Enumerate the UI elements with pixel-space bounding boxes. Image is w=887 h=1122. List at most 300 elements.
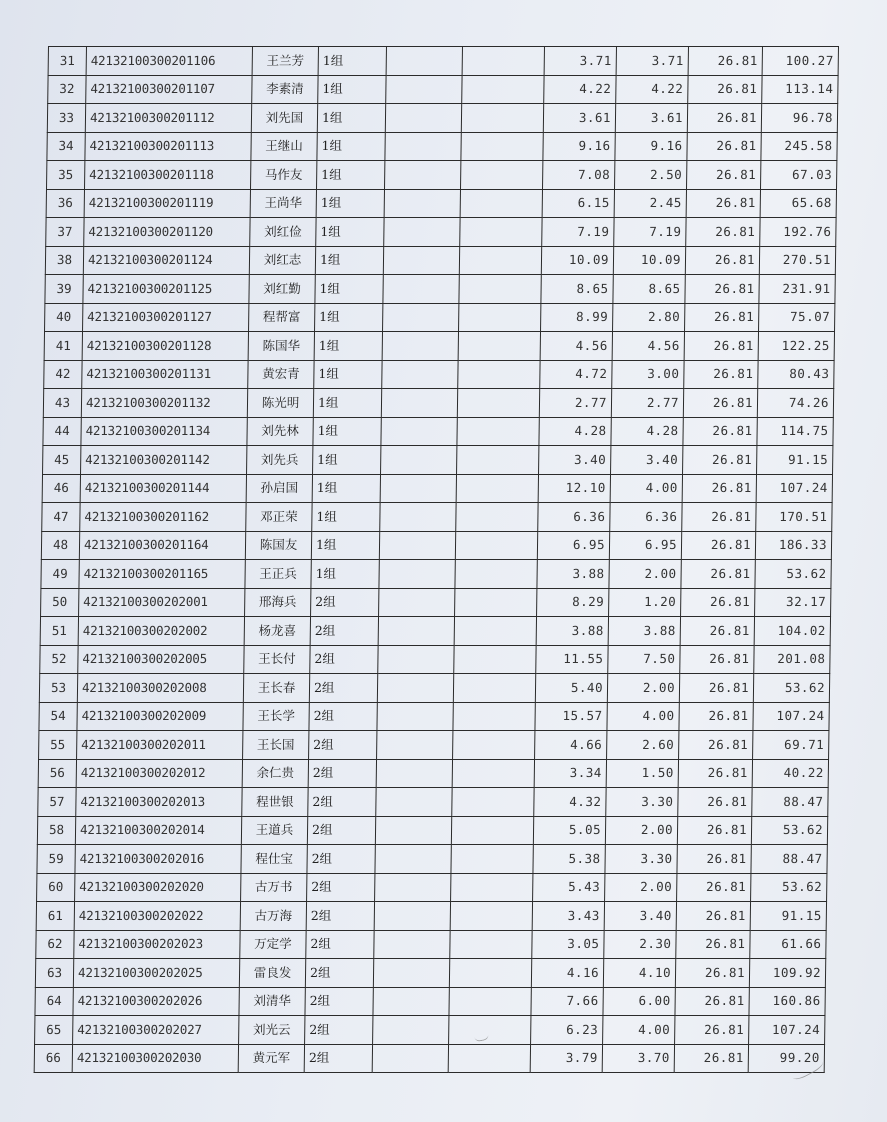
rate-value: 26.81 bbox=[686, 189, 760, 218]
household-name: 刘先兵 bbox=[247, 446, 313, 475]
amount-value: 107.24 bbox=[749, 1016, 825, 1045]
blank-cell bbox=[456, 474, 538, 503]
table-row bbox=[47, 132, 837, 161]
subsidized-area-value: 6.36 bbox=[610, 503, 682, 532]
household-code: 42132100300202016 bbox=[75, 845, 241, 874]
subsidized-area-value: 8.65 bbox=[613, 275, 685, 304]
household-name: 邓正荣 bbox=[246, 503, 312, 532]
subsidized-area-value: 6.95 bbox=[609, 531, 681, 560]
row-number: 35 bbox=[47, 161, 85, 190]
group-label: 2组 bbox=[305, 987, 373, 1016]
blank-cell bbox=[380, 474, 456, 503]
household-name: 王正兵 bbox=[245, 560, 311, 589]
rate-value: 26.81 bbox=[675, 959, 749, 988]
household-code: 42132100300201132 bbox=[81, 389, 247, 418]
blank-cell bbox=[381, 446, 457, 475]
blank-cell bbox=[383, 275, 459, 304]
rate-value: 26.81 bbox=[687, 132, 761, 161]
household-code: 42132100300202009 bbox=[77, 702, 243, 731]
blank-cell bbox=[373, 959, 449, 988]
household-code: 42132100300202022 bbox=[74, 902, 240, 931]
amount-value: 231.91 bbox=[759, 275, 835, 304]
area-value: 8.99 bbox=[541, 303, 613, 332]
household-code: 42132100300202002 bbox=[78, 617, 244, 646]
group-label: 2组 bbox=[310, 617, 378, 646]
amount-value: 270.51 bbox=[759, 246, 835, 275]
blank-cell bbox=[453, 674, 535, 703]
household-name: 陈国华 bbox=[248, 332, 314, 361]
household-name: 刘光云 bbox=[239, 1016, 305, 1045]
blank-cell bbox=[453, 702, 535, 731]
blank-cell bbox=[379, 588, 455, 617]
household-code: 42132100300202026 bbox=[73, 987, 239, 1016]
blank-cell bbox=[377, 702, 453, 731]
rate-value: 26.81 bbox=[688, 47, 762, 76]
group-label: 2组 bbox=[307, 845, 375, 874]
group-label: 1组 bbox=[312, 474, 380, 503]
household-name: 李素清 bbox=[252, 75, 318, 104]
group-label: 1组 bbox=[313, 389, 381, 418]
blank-cell bbox=[459, 275, 541, 304]
blank-cell bbox=[460, 189, 542, 218]
blank-cell bbox=[378, 617, 454, 646]
group-label: 1组 bbox=[311, 531, 379, 560]
area-value: 3.43 bbox=[532, 902, 604, 931]
amount-value: 104.02 bbox=[754, 617, 830, 646]
amount-value: 201.08 bbox=[754, 645, 830, 674]
row-number: 31 bbox=[48, 47, 86, 76]
row-number: 65 bbox=[35, 1016, 73, 1045]
household-name: 陈国友 bbox=[245, 531, 311, 560]
row-number: 55 bbox=[39, 731, 77, 760]
blank-cell bbox=[458, 360, 540, 389]
table-row bbox=[34, 1044, 824, 1073]
blank-cell bbox=[377, 674, 453, 703]
table-row bbox=[39, 674, 829, 703]
household-name: 古万书 bbox=[241, 873, 307, 902]
household-name: 程仕宝 bbox=[241, 845, 307, 874]
blank-cell bbox=[384, 189, 460, 218]
blank-cell bbox=[462, 75, 544, 104]
blank-cell bbox=[449, 959, 531, 988]
amount-value: 69.71 bbox=[753, 731, 829, 760]
household-name: 孙启国 bbox=[246, 474, 312, 503]
subsidized-area-value: 4.00 bbox=[610, 474, 682, 503]
amount-value: 32.17 bbox=[755, 588, 831, 617]
amount-value: 107.24 bbox=[756, 474, 832, 503]
group-label: 2组 bbox=[311, 588, 379, 617]
subsidized-area-value: 2.00 bbox=[605, 816, 677, 845]
table-row bbox=[37, 816, 827, 845]
area-value: 6.15 bbox=[542, 189, 614, 218]
household-code: 42132100300202020 bbox=[75, 873, 241, 902]
amount-value: 114.75 bbox=[757, 417, 833, 446]
area-value: 7.66 bbox=[531, 987, 603, 1016]
group-label: 2组 bbox=[308, 788, 376, 817]
blank-cell bbox=[455, 531, 537, 560]
blank-cell bbox=[452, 788, 534, 817]
household-name: 王兰芳 bbox=[252, 47, 318, 76]
rate-value: 26.81 bbox=[683, 417, 757, 446]
blank-cell bbox=[381, 389, 457, 418]
subsidized-area-value: 2.50 bbox=[615, 161, 687, 190]
area-value: 5.38 bbox=[533, 845, 605, 874]
household-code: 42132100300202023 bbox=[74, 930, 240, 959]
amount-value: 88.47 bbox=[752, 788, 828, 817]
household-name: 王长国 bbox=[243, 731, 309, 760]
household-name: 余仁贵 bbox=[242, 759, 308, 788]
household-name: 刘清华 bbox=[239, 987, 305, 1016]
household-code: 42132100300202011 bbox=[77, 731, 243, 760]
rate-value: 26.81 bbox=[685, 303, 759, 332]
area-value: 4.66 bbox=[535, 731, 607, 760]
group-label: 2组 bbox=[309, 702, 377, 731]
amount-value: 53.62 bbox=[753, 674, 829, 703]
area-value: 4.56 bbox=[540, 332, 612, 361]
blank-cell bbox=[450, 902, 532, 931]
blank-cell bbox=[461, 132, 543, 161]
area-value: 6.36 bbox=[538, 503, 610, 532]
blank-cell bbox=[457, 446, 539, 475]
blank-cell bbox=[456, 503, 538, 532]
table-row bbox=[38, 788, 828, 817]
table-row bbox=[45, 246, 835, 275]
table-row bbox=[43, 446, 833, 475]
blank-cell bbox=[383, 303, 459, 332]
blank-cell bbox=[452, 759, 534, 788]
table-row bbox=[47, 104, 837, 133]
amount-value: 53.62 bbox=[751, 873, 827, 902]
row-number: 59 bbox=[37, 845, 75, 874]
group-label: 2组 bbox=[310, 645, 378, 674]
subsidized-area-value: 4.00 bbox=[603, 1016, 675, 1045]
table-row bbox=[40, 645, 830, 674]
subsidized-area-value: 3.88 bbox=[608, 617, 680, 646]
household-name: 刘先国 bbox=[251, 104, 317, 133]
subsidized-area-value: 7.50 bbox=[608, 645, 680, 674]
rate-value: 26.81 bbox=[679, 674, 753, 703]
row-number: 54 bbox=[39, 702, 77, 731]
area-value: 3.61 bbox=[543, 104, 615, 133]
area-value: 3.71 bbox=[544, 47, 616, 76]
blank-cell bbox=[385, 161, 461, 190]
row-number: 33 bbox=[47, 104, 85, 133]
household-name: 古万海 bbox=[240, 902, 306, 931]
rate-value: 26.81 bbox=[678, 759, 752, 788]
household-code: 42132100300201107 bbox=[86, 75, 252, 104]
rate-value: 26.81 bbox=[681, 588, 755, 617]
subsidized-area-value: 3.70 bbox=[602, 1044, 674, 1073]
rate-value: 26.81 bbox=[687, 104, 761, 133]
subsidized-area-value: 2.45 bbox=[614, 189, 686, 218]
amount-value: 91.15 bbox=[757, 446, 833, 475]
ledger-body bbox=[34, 47, 838, 1073]
row-number: 38 bbox=[45, 246, 83, 275]
blank-cell bbox=[386, 47, 462, 76]
household-code: 42132100300201165 bbox=[79, 560, 245, 589]
group-label: 1组 bbox=[311, 560, 379, 589]
household-code: 42132100300201106 bbox=[86, 47, 252, 76]
row-number: 49 bbox=[41, 560, 79, 589]
amount-value: 96.78 bbox=[761, 104, 837, 133]
group-label: 2组 bbox=[309, 731, 377, 760]
group-label: 2组 bbox=[307, 816, 375, 845]
rate-value: 26.81 bbox=[685, 246, 759, 275]
subsidized-area-value: 4.28 bbox=[611, 417, 683, 446]
group-label: 1组 bbox=[314, 360, 382, 389]
area-value: 7.19 bbox=[542, 218, 614, 247]
amount-value: 245.58 bbox=[761, 132, 837, 161]
amount-value: 53.62 bbox=[751, 816, 827, 845]
table-row bbox=[41, 588, 831, 617]
group-label: 1组 bbox=[314, 332, 382, 361]
household-name: 黄宏青 bbox=[248, 360, 314, 389]
table-row bbox=[35, 959, 825, 988]
blank-cell bbox=[385, 104, 461, 133]
group-label: 1组 bbox=[317, 104, 385, 133]
area-value: 4.32 bbox=[534, 788, 606, 817]
area-value: 4.16 bbox=[531, 959, 603, 988]
rate-value: 26.81 bbox=[680, 645, 754, 674]
household-code: 42132100300201125 bbox=[83, 275, 249, 304]
rate-value: 26.81 bbox=[681, 560, 755, 589]
household-name: 刘红志 bbox=[249, 246, 315, 275]
table-row bbox=[48, 75, 838, 104]
blank-cell bbox=[449, 987, 531, 1016]
row-number: 60 bbox=[37, 873, 75, 902]
area-value: 9.16 bbox=[543, 132, 615, 161]
group-label: 1组 bbox=[315, 246, 383, 275]
amount-value: 100.27 bbox=[762, 47, 838, 76]
household-code: 42132100300202025 bbox=[73, 959, 239, 988]
subsidized-area-value: 9.16 bbox=[615, 132, 687, 161]
rate-value: 26.81 bbox=[683, 389, 757, 418]
table-row bbox=[35, 987, 825, 1016]
row-number: 66 bbox=[34, 1044, 72, 1073]
rate-value: 26.81 bbox=[687, 161, 761, 190]
subsidized-area-value: 4.10 bbox=[603, 959, 675, 988]
household-code: 42132100300201113 bbox=[85, 132, 251, 161]
household-code: 42132100300202027 bbox=[73, 1016, 239, 1045]
ledger-table bbox=[34, 46, 839, 1073]
subsidized-area-value: 3.30 bbox=[606, 788, 678, 817]
blank-cell bbox=[375, 816, 451, 845]
group-label: 2组 bbox=[305, 1016, 373, 1045]
row-number: 36 bbox=[46, 189, 84, 218]
blank-cell bbox=[448, 1044, 530, 1073]
table-row bbox=[38, 759, 828, 788]
row-number: 52 bbox=[40, 645, 78, 674]
subsidized-area-value: 1.50 bbox=[606, 759, 678, 788]
household-name: 王长春 bbox=[243, 674, 309, 703]
area-value: 6.23 bbox=[531, 1016, 603, 1045]
rate-value: 26.81 bbox=[684, 332, 758, 361]
area-value: 8.29 bbox=[537, 588, 609, 617]
household-code: 42132100300202012 bbox=[76, 759, 242, 788]
row-number: 42 bbox=[44, 360, 82, 389]
row-number: 45 bbox=[43, 446, 81, 475]
group-label: 2组 bbox=[306, 930, 374, 959]
area-value: 5.05 bbox=[533, 816, 605, 845]
blank-cell bbox=[462, 47, 544, 76]
blank-cell bbox=[383, 246, 459, 275]
rate-value: 26.81 bbox=[682, 503, 756, 532]
row-number: 32 bbox=[48, 75, 86, 104]
blank-cell bbox=[450, 930, 532, 959]
row-number: 48 bbox=[41, 531, 79, 560]
rate-value: 26.81 bbox=[675, 1016, 749, 1045]
household-name: 王道兵 bbox=[241, 816, 307, 845]
blank-cell bbox=[457, 417, 539, 446]
area-value: 6.95 bbox=[537, 531, 609, 560]
blank-cell bbox=[382, 360, 458, 389]
household-name: 陈光明 bbox=[247, 389, 313, 418]
blank-cell bbox=[374, 930, 450, 959]
row-number: 64 bbox=[35, 987, 73, 1016]
blank-cell bbox=[459, 303, 541, 332]
household-code: 42132100300201124 bbox=[83, 246, 249, 275]
amount-value: 75.07 bbox=[759, 303, 835, 332]
subsidized-area-value: 4.00 bbox=[607, 702, 679, 731]
household-code: 42132100300202001 bbox=[79, 588, 245, 617]
rate-value: 26.81 bbox=[686, 218, 760, 247]
amount-value: 91.15 bbox=[750, 902, 826, 931]
household-code: 42132100300201120 bbox=[84, 218, 250, 247]
amount-value: 65.68 bbox=[760, 189, 836, 218]
area-value: 10.09 bbox=[541, 246, 613, 275]
row-number: 58 bbox=[37, 816, 75, 845]
household-name: 王尚华 bbox=[250, 189, 316, 218]
group-label: 2组 bbox=[308, 759, 376, 788]
rate-value: 26.81 bbox=[681, 531, 755, 560]
rate-value: 26.81 bbox=[688, 75, 762, 104]
table-row bbox=[35, 1016, 825, 1045]
group-label: 1组 bbox=[315, 303, 383, 332]
table-row bbox=[36, 930, 826, 959]
household-code: 42132100300201128 bbox=[82, 332, 248, 361]
amount-value: 53.62 bbox=[755, 560, 831, 589]
blank-cell bbox=[374, 902, 450, 931]
household-code: 42132100300201142 bbox=[81, 446, 247, 475]
blank-cell bbox=[451, 845, 533, 874]
area-value: 11.55 bbox=[536, 645, 608, 674]
area-value: 3.05 bbox=[532, 930, 604, 959]
blank-cell bbox=[378, 645, 454, 674]
blank-cell bbox=[455, 588, 537, 617]
table-row bbox=[43, 389, 833, 418]
group-label: 1组 bbox=[317, 132, 385, 161]
row-number: 41 bbox=[44, 332, 82, 361]
subsidized-area-value: 10.09 bbox=[613, 246, 685, 275]
area-value: 3.40 bbox=[539, 446, 611, 475]
household-name: 雷良发 bbox=[239, 959, 305, 988]
rate-value: 26.81 bbox=[676, 930, 750, 959]
subsidized-area-value: 4.22 bbox=[616, 75, 688, 104]
row-number: 61 bbox=[36, 902, 74, 931]
table-row bbox=[40, 617, 830, 646]
group-label: 1组 bbox=[318, 47, 386, 76]
household-name: 王长学 bbox=[243, 702, 309, 731]
household-code: 42132100300201119 bbox=[84, 189, 250, 218]
blank-cell bbox=[449, 1016, 531, 1045]
blank-cell bbox=[459, 246, 541, 275]
subsidized-area-value: 3.61 bbox=[615, 104, 687, 133]
row-number: 44 bbox=[43, 417, 81, 446]
rate-value: 26.81 bbox=[674, 1044, 748, 1073]
household-code: 42132100300202008 bbox=[77, 674, 243, 703]
amount-value: 99.20 bbox=[748, 1044, 824, 1073]
rate-value: 26.81 bbox=[677, 845, 751, 874]
table-row bbox=[46, 189, 836, 218]
household-code: 42132100300201131 bbox=[82, 360, 248, 389]
blank-cell bbox=[455, 560, 537, 589]
subsidized-area-value: 3.71 bbox=[616, 47, 688, 76]
row-number: 37 bbox=[46, 218, 84, 247]
rate-value: 26.81 bbox=[679, 702, 753, 731]
blank-cell bbox=[454, 617, 536, 646]
blank-cell bbox=[375, 845, 451, 874]
table-row bbox=[48, 47, 838, 76]
row-number: 51 bbox=[40, 617, 78, 646]
area-value: 3.79 bbox=[530, 1044, 602, 1073]
amount-value: 192.76 bbox=[760, 218, 836, 247]
subsidized-area-value: 6.00 bbox=[603, 987, 675, 1016]
row-number: 39 bbox=[45, 275, 83, 304]
group-label: 1组 bbox=[313, 417, 381, 446]
table-row bbox=[45, 275, 835, 304]
table-row bbox=[47, 161, 837, 190]
amount-value: 80.43 bbox=[758, 360, 834, 389]
rate-value: 26.81 bbox=[676, 902, 750, 931]
household-code: 42132100300201162 bbox=[80, 503, 246, 532]
row-number: 43 bbox=[43, 389, 81, 418]
subsidized-area-value: 4.56 bbox=[612, 332, 684, 361]
household-code: 42132100300201112 bbox=[85, 104, 251, 133]
household-name: 黄元军 bbox=[238, 1044, 304, 1073]
subsidized-area-value: 3.40 bbox=[611, 446, 683, 475]
subsidized-area-value: 2.80 bbox=[613, 303, 685, 332]
row-number: 47 bbox=[42, 503, 80, 532]
rate-value: 26.81 bbox=[682, 474, 756, 503]
table-row bbox=[46, 218, 836, 247]
area-value: 3.88 bbox=[536, 617, 608, 646]
group-label: 1组 bbox=[317, 161, 385, 190]
table-row bbox=[39, 731, 829, 760]
blank-cell bbox=[376, 788, 452, 817]
subsidized-area-value: 3.30 bbox=[605, 845, 677, 874]
row-number: 62 bbox=[36, 930, 74, 959]
household-name: 王长付 bbox=[244, 645, 310, 674]
amount-value: 40.22 bbox=[752, 759, 828, 788]
area-value: 15.57 bbox=[535, 702, 607, 731]
amount-value: 61.66 bbox=[750, 930, 826, 959]
amount-value: 88.47 bbox=[751, 845, 827, 874]
table-row bbox=[36, 902, 826, 931]
blank-cell bbox=[386, 75, 462, 104]
subsidized-area-value: 3.00 bbox=[612, 360, 684, 389]
blank-cell bbox=[373, 987, 449, 1016]
subsidized-area-value: 2.60 bbox=[607, 731, 679, 760]
table-row bbox=[42, 503, 832, 532]
blank-cell bbox=[460, 218, 542, 247]
table-row bbox=[42, 474, 832, 503]
blank-cell bbox=[461, 104, 543, 133]
household-name: 程世银 bbox=[242, 788, 308, 817]
blank-cell bbox=[457, 389, 539, 418]
row-number: 53 bbox=[39, 674, 77, 703]
rate-value: 26.81 bbox=[680, 617, 754, 646]
amount-value: 170.51 bbox=[756, 503, 832, 532]
